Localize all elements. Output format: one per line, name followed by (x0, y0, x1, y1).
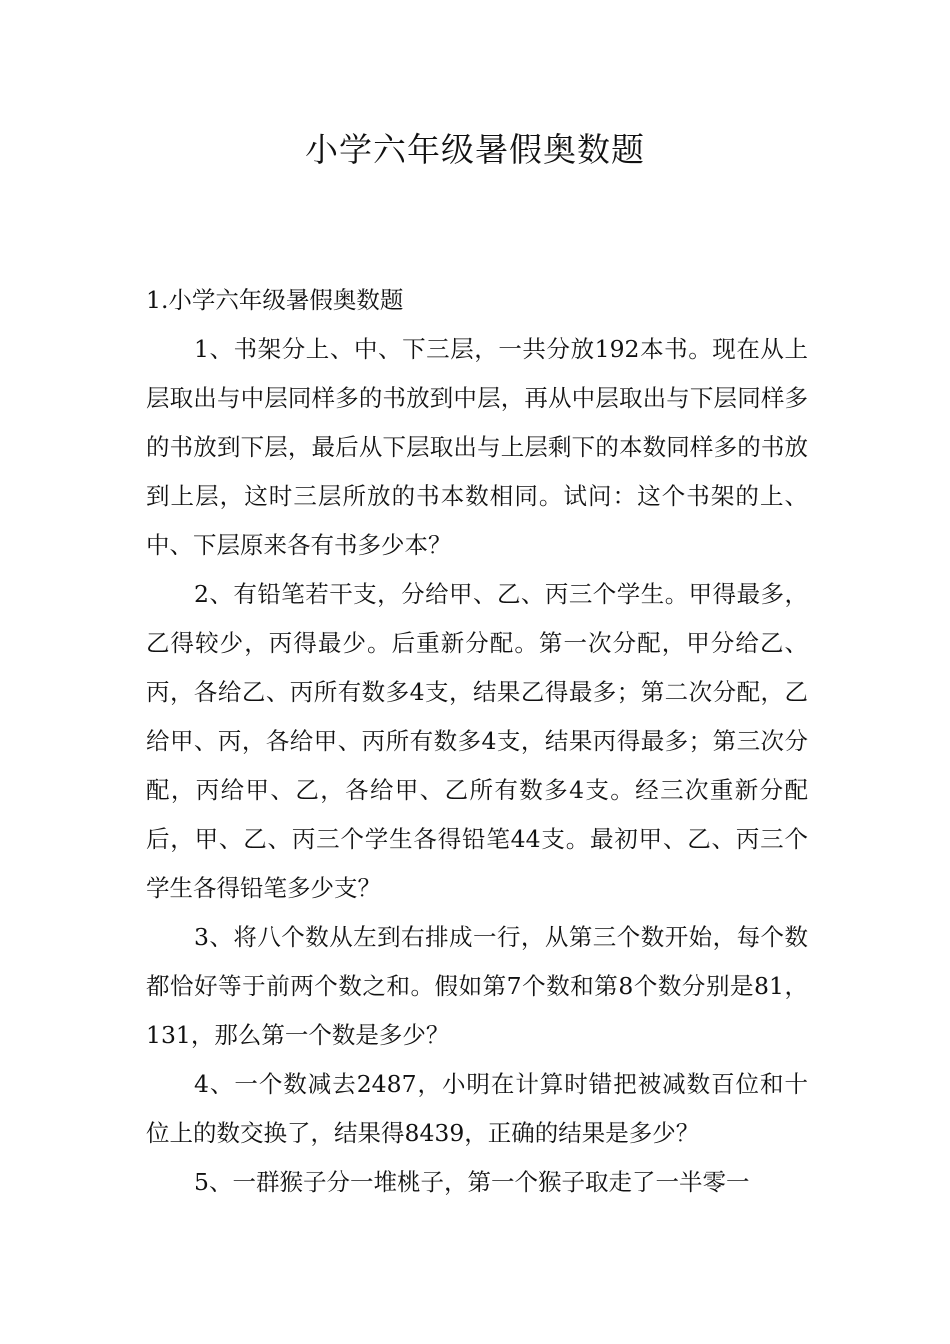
problem-4: 4、一个数减去2487，小明在计算时错把被减数百位和十位上的数交换了，结果得8439，正确的结果是多少？ (146, 1070, 808, 1147)
section-heading: 1.小学六年级暑假奥数题 (146, 286, 404, 314)
document-body (146, 276, 808, 1207)
problem-2: 2、有铅笔若干支，分给甲、乙、丙三个学生。甲得最多，乙得较少，丙得最少。后重新分配。第一次分配，甲分给乙、丙，各给乙、丙所有数多4支，结果乙得最多；第二次分配，乙给甲、丙，各给甲、丙所有数多4支，结果丙得最多；第三次分配，丙给甲、乙，各给甲、乙所有数多4支。经三次重新分配后，甲、乙、丙三个学生各得铅笔44支。最初甲、乙、丙三个学生各得铅笔多少支？ (146, 580, 808, 902)
problem-3: 3、将八个数从左到右排成一行，从第三个数开始，每个数都恰好等于前两个数之和。假如第7个数和第8个数分别是81，131，那么第一个数是多少？ (146, 923, 808, 1049)
problem-1: 1、书架分上、中、下三层，一共分放192本书。现在从上层取出与中层同样多的书放到中层，再从中层取出与下层同样多的书放到下层，最后从下层取出与上层剩下的本数同样多的书放到上层，这时三层所放的书本数相同。试问：这个书架的上、中、下层原来各有书多少本？ (146, 335, 808, 559)
page-title: 小学六年级暑假奥数题 (305, 130, 645, 169)
problem-5: 5、一群猴子分一堆桃子，第一个猴子取走了一半零一 (194, 1168, 750, 1196)
